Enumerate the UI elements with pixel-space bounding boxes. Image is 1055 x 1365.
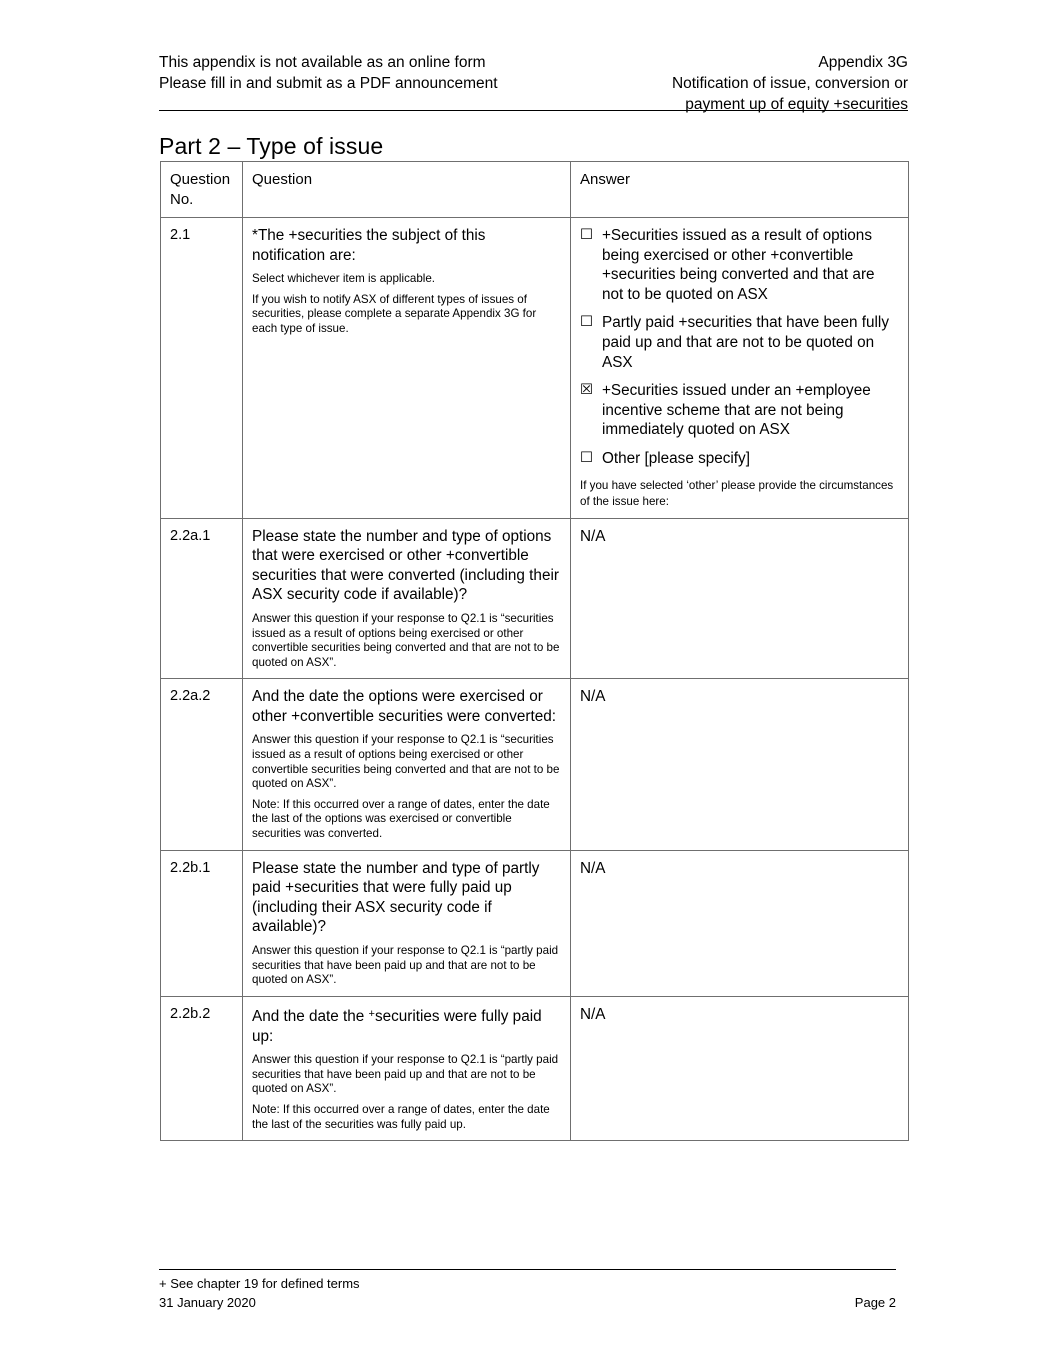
checkbox-label: +Securities issued under an +employee incentive scheme that are not being immediately quoted on ASX — [602, 382, 871, 439]
question-hint: Answer this question if your response to Q2.1 is “securities issued as a result of options being exercised or other convertible securities being converted and that are not to be quoted on ASX”. — [252, 611, 560, 669]
header-left-line-2: Please fill in and submit as a PDF announcement — [159, 75, 498, 92]
question-text-cell — [243, 218, 571, 519]
checkbox-option-options-exercised[interactable] — [580, 226, 899, 304]
table-row — [161, 996, 909, 1140]
answer-cell[interactable] — [571, 518, 909, 679]
answer-value: N/A — [580, 688, 606, 706]
question-number-cell: 2.1 — [161, 218, 243, 519]
table-header-row — [161, 162, 909, 218]
page-number: Page 2 — [854, 1295, 896, 1310]
question-text-cell — [243, 679, 571, 850]
document-header — [159, 52, 908, 115]
checkbox-option-other[interactable] — [580, 449, 899, 469]
header-divider — [159, 110, 908, 111]
answer-cell — [571, 218, 909, 519]
answer-value: N/A — [580, 1005, 606, 1023]
question-main-pre: And the date the — [252, 1007, 369, 1025]
column-header-question-no — [161, 162, 243, 218]
header-left-line-1: This appendix is not available as an online form — [159, 54, 486, 71]
question-main-text: And the date the options were exercised or other +convertible securities were converted: — [252, 688, 556, 725]
checkbox-label: Other [please specify] — [602, 449, 750, 467]
question-number-cell: 2.2a.2 — [161, 679, 243, 850]
question-hint: Answer this question if your response to Q2.1 is “partly paid securities that have been paid up and that are not to be quoted on ASX”. — [252, 1053, 559, 1096]
header-right-line-3: payment up of equity +securities — [685, 96, 908, 113]
question-hint: If you wish to notify ASX of different types of issues of securities, please complete a separate Appendix 3G for each type of issue. — [252, 292, 537, 335]
footer-bottom-line — [159, 1293, 896, 1312]
column-header-question: Question — [243, 162, 571, 218]
column-header-question-no-line-1: Question — [170, 171, 231, 188]
answer-cell[interactable] — [571, 679, 909, 850]
checkbox-label: +Securities issued as a result of options being exercised or other +convertible +securities being converted and that are not to be quoted on ASX — [602, 227, 875, 303]
answer-hint: If you have selected ‘other’ please provide the circumstances of the issue here: — [580, 478, 894, 508]
question-main-text — [252, 1005, 561, 1046]
question-note: Note: If this occurred over a range of dates, enter the date the last of the options was exercised or convertible securities was converted. — [252, 797, 550, 841]
checkbox-icon[interactable]: ☐ — [580, 227, 593, 243]
question-table — [160, 161, 909, 1141]
column-header-answer: Answer — [571, 162, 909, 218]
answer-cell[interactable] — [571, 850, 909, 996]
table-row — [161, 850, 909, 996]
issue-type-checkbox-group[interactable] — [580, 226, 899, 469]
question-main-text: *The +securities the subject of this notification are: — [252, 227, 486, 264]
table-row — [161, 679, 909, 850]
document-footer — [159, 1274, 896, 1312]
checkbox-option-partly-paid[interactable] — [580, 313, 899, 372]
checkbox-icon[interactable]: ☐ — [580, 314, 593, 331]
question-number-cell: 2.2b.1 — [161, 850, 243, 996]
footer-divider — [159, 1269, 896, 1270]
column-header-question-no-line-2: No. — [170, 190, 194, 208]
question-note: Note: If this occurred over a range of dates, enter the date the last of the securities was fully paid up. — [252, 1102, 550, 1131]
header-right-block — [672, 52, 908, 115]
question-number-cell: 2.2a.1 — [161, 518, 243, 679]
checkbox-icon[interactable]: ☐ — [580, 449, 593, 466]
question-hint: Answer this question if your response to Q2.1 is “securities issued as a result of options being exercised or other convertible securities being converted and that are not to be quoted on ASX”. — [252, 733, 560, 791]
appendix-label: Appendix 3G — [818, 54, 908, 71]
header-right-line-2: Notification of issue, conversion or — [671, 75, 908, 92]
footer-defined-terms-note: + See chapter 19 for defined terms — [159, 1276, 360, 1291]
answer-value: N/A — [580, 527, 606, 545]
question-hint: Select whichever item is applicable. — [252, 272, 436, 286]
header-left-block — [159, 52, 498, 94]
question-number-cell: 2.2b.2 — [161, 996, 243, 1140]
question-main-text: Please state the number and type of options that were exercised or other +convertible securities that were converted (including their ASX security code if available)? — [252, 527, 559, 604]
question-main-post: securities were fully paid up: — [252, 1007, 542, 1045]
table-row — [161, 518, 909, 679]
question-main-text: Please state the number and type of partly paid +securities that were fully paid up (including their ASX security code if available)? — [252, 859, 540, 936]
table-row — [161, 218, 909, 519]
question-text-cell — [243, 850, 571, 996]
answer-cell[interactable] — [571, 996, 909, 1140]
answer-value: N/A — [580, 859, 606, 877]
plus-marker: + — [368, 1007, 375, 1020]
question-text-cell — [243, 518, 571, 679]
question-hint: Answer this question if your response to Q2.1 is “partly paid securities that have been paid up and that are not to be quoted on ASX”. — [252, 944, 559, 987]
page-title: Part 2 – Type of issue — [159, 133, 384, 160]
footer-date: 31 January 2020 — [159, 1295, 256, 1310]
checkbox-icon-checked[interactable]: ☒ — [580, 382, 593, 399]
checkbox-option-employee-incentive-scheme[interactable] — [580, 381, 899, 440]
checkbox-label: Partly paid +securities that have been fully paid up and that are not to be quoted on ASX — [602, 314, 889, 371]
question-text-cell — [243, 996, 571, 1140]
